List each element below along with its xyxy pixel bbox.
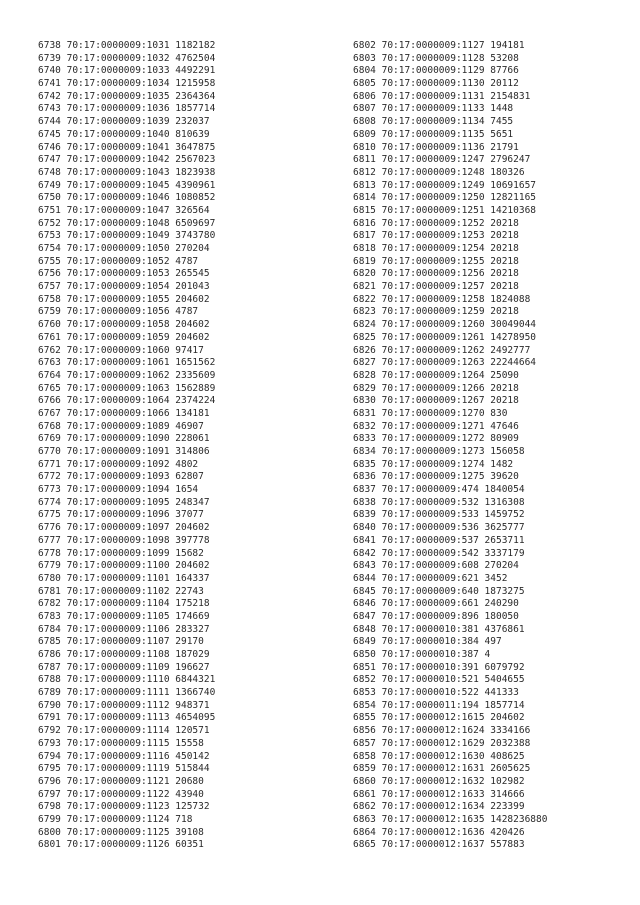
record-line: 6833 70:17:0000009:1272 80909 (353, 433, 519, 445)
record-line: 6846 70:17:0000009:661 240290 (353, 598, 519, 610)
left-column (38, 40, 215, 852)
record-line: 6744 70:17:0000009:1039 232037 (38, 116, 210, 128)
record-line: 6760 70:17:0000009:1058 204602 (38, 319, 210, 331)
record-line: 6775 70:17:0000009:1096 37077 (38, 509, 204, 521)
record-line: 6854 70:17:0000011:194 1857714 (353, 699, 525, 711)
record-line: 6765 70:17:0000009:1063 1562889 (38, 382, 216, 394)
record-line: 6864 70:17:0000012:1636 420426 (353, 826, 525, 838)
record-line: 6816 70:17:0000009:1252 20218 (353, 217, 519, 229)
record-line: 6746 70:17:0000009:1041 3647875 (38, 141, 216, 153)
record-line: 6865 70:17:0000012:1637 557883 (353, 839, 525, 851)
record-line: 6764 70:17:0000009:1062 2335609 (38, 369, 216, 381)
record-line: 6762 70:17:0000009:1060 97417 (38, 344, 204, 356)
record-line: 6818 70:17:0000009:1254 20218 (353, 243, 519, 254)
record-line: 6807 70:17:0000009:1133 1448 (353, 103, 514, 115)
record-line: 6832 70:17:0000009:1271 47646 (353, 420, 519, 432)
record-line: 6770 70:17:0000009:1091 314806 (38, 446, 210, 457)
record-line: 6838 70:17:0000009:532 1316308 (353, 496, 525, 508)
record-line: 6839 70:17:0000009:533 1459752 (353, 509, 525, 521)
record-line: 6834 70:17:0000009:1273 156058 (353, 446, 525, 457)
record-line: 6772 70:17:0000009:1093 62807 (38, 471, 204, 483)
record-line: 6815 70:17:0000009:1251 14210368 (353, 204, 537, 216)
record-line: 6756 70:17:0000009:1053 265545 (38, 268, 210, 280)
record-line: 6774 70:17:0000009:1095 248347 (38, 496, 210, 508)
record-line: 6835 70:17:0000009:1274 1482 (353, 458, 514, 470)
record-line: 6809 70:17:0000009:1135 5651 (353, 128, 514, 140)
record-line: 6856 70:17:0000012:1624 3334166 (353, 725, 531, 737)
record-line: 6752 70:17:0000009:1048 6509697 (38, 217, 216, 229)
record-line: 6791 70:17:0000009:1113 4654095 (38, 712, 216, 724)
record-line: 6831 70:17:0000009:1270 830 (353, 407, 508, 419)
record-line: 6761 70:17:0000009:1059 204602 (38, 331, 210, 343)
record-line: 6742 70:17:0000009:1035 2364364 (38, 90, 216, 102)
record-line: 6749 70:17:0000009:1045 4390961 (38, 179, 216, 191)
record-line: 6769 70:17:0000009:1090 228061 (38, 433, 210, 445)
record-line: 6827 70:17:0000009:1263 22244664 (353, 357, 537, 369)
record-line: 6783 70:17:0000009:1105 174669 (38, 610, 210, 622)
record-line: 6793 70:17:0000009:1115 15558 (38, 737, 204, 749)
record-line: 6826 70:17:0000009:1262 2492777 (353, 344, 531, 356)
record-line: 6808 70:17:0000009:1134 7455 (353, 116, 514, 128)
record-line: 6803 70:17:0000009:1128 53208 (353, 52, 519, 64)
record-line: 6810 70:17:0000009:1136 21791 (353, 141, 519, 153)
record-line: 6799 70:17:0000009:1124 718 (38, 813, 193, 825)
record-line: 6747 70:17:0000009:1042 2567023 (38, 154, 216, 166)
record-line: 6806 70:17:0000009:1131 2154831 (353, 90, 531, 102)
record-line: 6853 70:17:0000010:522 441333 (353, 687, 519, 699)
record-line: 6819 70:17:0000009:1255 20218 (353, 255, 519, 267)
record-line: 6787 70:17:0000009:1109 196627 (38, 661, 210, 673)
record-line: 6861 70:17:0000012:1633 314666 (353, 788, 525, 800)
record-line: 6823 70:17:0000009:1259 20218 (353, 306, 519, 318)
record-line: 6794 70:17:0000009:1116 450142 (38, 750, 210, 762)
record-line: 6850 70:17:0000010:387 4 (353, 649, 491, 660)
record-line: 6801 70:17:0000009:1126 60351 (38, 839, 204, 851)
record-line: 6796 70:17:0000009:1121 20680 (38, 775, 204, 787)
right-column (353, 40, 547, 852)
record-line: 6822 70:17:0000009:1258 1824088 (353, 293, 531, 305)
record-line: 6777 70:17:0000009:1098 397778 (38, 534, 210, 546)
record-line: 6781 70:17:0000009:1102 22743 (38, 585, 204, 597)
record-line: 6767 70:17:0000009:1066 134181 (38, 407, 210, 419)
record-line: 6786 70:17:0000009:1108 187029 (38, 649, 210, 660)
record-line: 6813 70:17:0000009:1249 10691657 (353, 179, 537, 191)
record-line: 6836 70:17:0000009:1275 39620 (353, 471, 519, 483)
record-line: 6758 70:17:0000009:1055 204602 (38, 293, 210, 305)
record-line: 6842 70:17:0000009:542 3337179 (353, 547, 525, 559)
record-line: 6805 70:17:0000009:1130 20112 (353, 78, 519, 90)
record-line: 6745 70:17:0000009:1040 810639 (38, 128, 210, 140)
record-line: 6780 70:17:0000009:1101 164337 (38, 572, 210, 584)
record-line: 6845 70:17:0000009:640 1873275 (353, 585, 525, 597)
record-line: 6763 70:17:0000009:1061 1651562 (38, 357, 216, 369)
record-line: 6797 70:17:0000009:1122 43940 (38, 788, 204, 800)
record-line: 6759 70:17:0000009:1056 4787 (38, 306, 199, 318)
record-line: 6857 70:17:0000012:1629 2032388 (353, 737, 531, 749)
record-line: 6739 70:17:0000009:1032 4762504 (38, 52, 216, 64)
record-line: 6847 70:17:0000009:896 180050 (353, 610, 519, 622)
record-line: 6840 70:17:0000009:536 3625777 (353, 522, 525, 534)
record-line: 6862 70:17:0000012:1634 223399 (353, 801, 525, 813)
record-line: 6858 70:17:0000012:1630 408625 (353, 750, 525, 762)
record-line: 6804 70:17:0000009:1129 87766 (353, 65, 519, 77)
record-line: 6748 70:17:0000009:1043 1823938 (38, 166, 216, 178)
record-line: 6852 70:17:0000010:521 5404655 (353, 674, 525, 686)
record-line: 6802 70:17:0000009:1127 194181 (353, 40, 525, 51)
record-line: 6757 70:17:0000009:1054 201043 (38, 281, 210, 293)
record-line: 6743 70:17:0000009:1036 1857714 (38, 103, 216, 115)
record-line: 6848 70:17:0000010:381 4376861 (353, 623, 525, 635)
record-line: 6851 70:17:0000010:391 6079792 (353, 661, 525, 673)
record-line: 6844 70:17:0000009:621 3452 (353, 572, 508, 584)
record-line: 6795 70:17:0000009:1119 515844 (38, 763, 210, 775)
record-line: 6738 70:17:0000009:1031 1182182 (38, 40, 216, 51)
record-line: 6830 70:17:0000009:1267 20218 (353, 395, 519, 407)
record-line: 6825 70:17:0000009:1261 14278950 (353, 331, 537, 343)
record-line: 6740 70:17:0000009:1033 4492291 (38, 65, 216, 77)
record-line: 6771 70:17:0000009:1092 4802 (38, 458, 199, 470)
record-line: 6788 70:17:0000009:1110 6844321 (38, 674, 216, 686)
record-line: 6776 70:17:0000009:1097 204602 (38, 522, 210, 534)
record-line: 6755 70:17:0000009:1052 4787 (38, 255, 199, 267)
record-line: 6792 70:17:0000009:1114 120571 (38, 725, 210, 737)
record-line: 6837 70:17:0000009:474 1840054 (353, 484, 525, 496)
record-line: 6766 70:17:0000009:1064 2374224 (38, 395, 216, 407)
record-line: 6863 70:17:0000012:1635 1428236880 (353, 813, 548, 825)
record-line: 6824 70:17:0000009:1260 30049044 (353, 319, 537, 331)
record-line: 6849 70:17:0000010:384 497 (353, 636, 502, 648)
record-line: 6843 70:17:0000009:608 270204 (353, 560, 519, 572)
record-line: 6841 70:17:0000009:537 2653711 (353, 534, 525, 546)
record-line: 6750 70:17:0000009:1046 1080852 (38, 192, 216, 204)
record-line: 6811 70:17:0000009:1247 2796247 (353, 154, 531, 166)
record-line: 6829 70:17:0000009:1266 20218 (353, 382, 519, 394)
record-line: 6785 70:17:0000009:1107 29170 (38, 636, 204, 648)
record-line: 6751 70:17:0000009:1047 326564 (38, 204, 210, 216)
record-line: 6773 70:17:0000009:1094 1654 (38, 484, 199, 496)
record-line: 6859 70:17:0000012:1631 2605625 (353, 763, 531, 775)
record-line: 6800 70:17:0000009:1125 39108 (38, 826, 204, 838)
record-line: 6741 70:17:0000009:1034 1215958 (38, 78, 216, 90)
record-line: 6820 70:17:0000009:1256 20218 (353, 268, 519, 280)
record-line: 6817 70:17:0000009:1253 20218 (353, 230, 519, 242)
record-line: 6790 70:17:0000009:1112 948371 (38, 699, 210, 711)
record-line: 6855 70:17:0000012:1615 204602 (353, 712, 525, 724)
record-line: 6828 70:17:0000009:1264 25090 (353, 369, 519, 381)
record-line: 6789 70:17:0000009:1111 1366740 (38, 687, 216, 699)
record-line: 6860 70:17:0000012:1632 102982 (353, 775, 525, 787)
record-line: 6779 70:17:0000009:1100 204602 (38, 560, 210, 572)
record-line: 6784 70:17:0000009:1106 283327 (38, 623, 210, 635)
record-line: 6778 70:17:0000009:1099 15682 (38, 547, 204, 559)
record-line: 6782 70:17:0000009:1104 175218 (38, 598, 210, 610)
record-line: 6814 70:17:0000009:1250 12821165 (353, 192, 537, 204)
record-line: 6754 70:17:0000009:1050 270204 (38, 243, 210, 254)
record-line: 6798 70:17:0000009:1123 125732 (38, 801, 210, 813)
record-line: 6821 70:17:0000009:1257 20218 (353, 281, 519, 293)
record-line: 6812 70:17:0000009:1248 180326 (353, 166, 525, 178)
record-line: 6768 70:17:0000009:1089 46907 (38, 420, 204, 432)
record-line: 6753 70:17:0000009:1049 3743780 (38, 230, 216, 242)
